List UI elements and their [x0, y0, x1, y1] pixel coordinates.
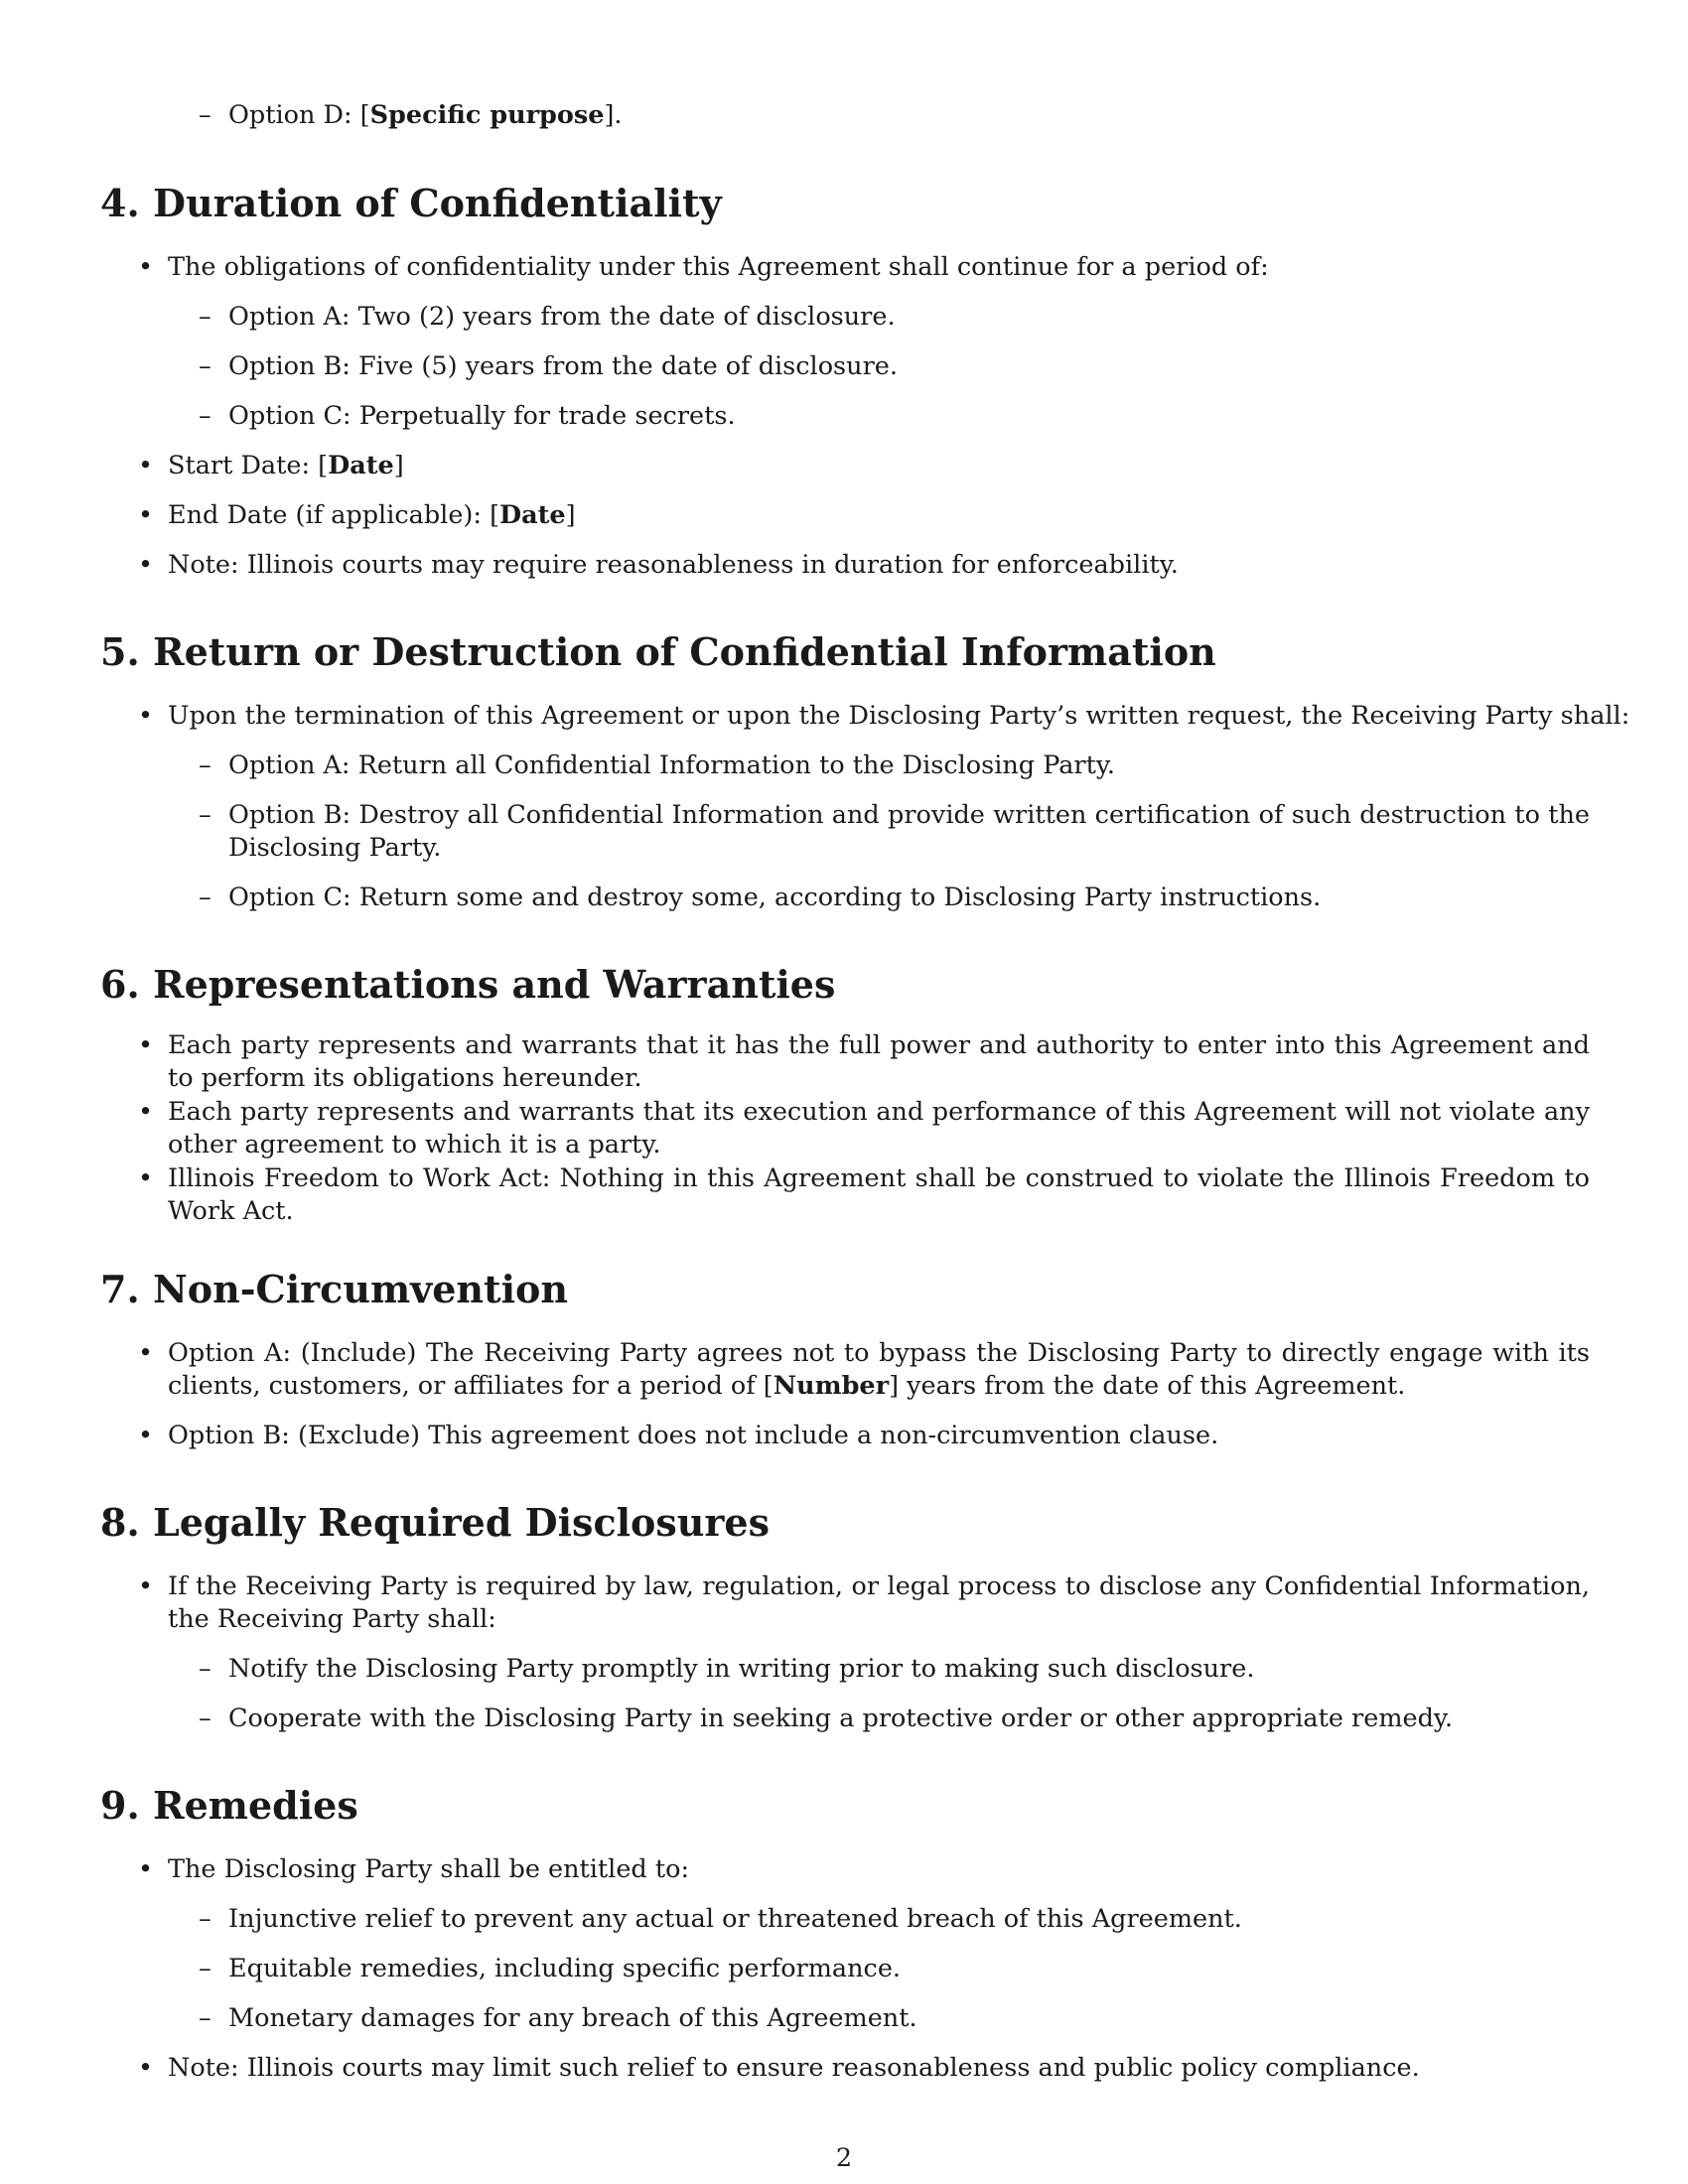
section-9-intro: • The Disclosing Party shall be entitled to: [168, 1853, 1590, 1886]
section-6-item-1: • Each party represents and warrants that it has the full power and authority to enter into this Agreement and to perform its obligations hereunder. [168, 1029, 1590, 1095]
section-9-sub-1: – Injunctive relief to prevent any actual or threatened breach of this Agreement. [228, 1903, 1590, 1936]
page-number: 2 [835, 2143, 853, 2173]
section-9-sub-2: – Equitable remedies, including specific performance. [228, 1953, 1590, 1985]
section-7-heading: 7. Non-Circumvention [100, 1267, 568, 1311]
section-7-option-b: • Option B: (Exclude) This agreement does not include a non-circumvention clause. [168, 1420, 1590, 1452]
section-9-note: • Note: Illinois courts may limit such relief to ensure reasonableness and public policy compliance. [168, 2052, 1590, 2085]
section-6-heading: 6. Representations and Warranties [100, 962, 836, 1007]
section-3-option-d: – Option D: [Specific purpose]. [228, 99, 1590, 132]
section-5-intro: • Upon the termination of this Agreement or upon the Disclosing Party’s written request, the Receiving Party shall: [168, 700, 1590, 733]
section-9-heading: 9. Remedies [100, 1783, 358, 1828]
section-4-intro: • The obligations of confidentiality under this Agreement shall continue for a period of: [168, 251, 1590, 284]
section-8-intro: • If the Receiving Party is required by law, regulation, or legal process to disclose any Confidential Information, the Receiving Party shall: [168, 1570, 1590, 1636]
section-4-heading: 4. Duration of Confidentiality [100, 181, 722, 225]
section-9-sub-3: – Monetary damages for any breach of this Agreement. [228, 2002, 1590, 2035]
section-4-end-date: • End Date (if applicable): [Date] [168, 499, 1590, 532]
section-6-item-2: • Each party represents and warrants that its execution and performance of this Agreement will not violate any other agreement to which it is a party. [168, 1096, 1590, 1161]
section-4-option-b: – Option B: Five (5) years from the date of disclosure. [228, 350, 1590, 383]
section-7-option-a: • Option A: (Include) The Receiving Party agrees not to bypass the Disclosing Party to directly engage with its clients, customers, or affiliates for a period of [Number] years from the date of this Agreement. [168, 1337, 1590, 1403]
section-8-sub-2: – Cooperate with the Disclosing Party in seeking a protective order or other appropriate remedy. [228, 1703, 1590, 1735]
section-4-option-a: – Option A: Two (2) years from the date of disclosure. [228, 301, 1590, 334]
section-4-note: • Note: Illinois courts may require reasonableness in duration for enforceability. [168, 549, 1590, 582]
section-5-heading: 5. Return or Destruction of Confidential Information [100, 629, 1216, 674]
section-6-item-3: • Illinois Freedom to Work Act: Nothing in this Agreement shall be construed to violate the Illinois Freedom to Work Act. [168, 1162, 1590, 1228]
section-8-sub-1: – Notify the Disclosing Party promptly in writing prior to making such disclosure. [228, 1653, 1590, 1686]
section-5-option-b: – Option B: Destroy all Confidential Information and provide written certification of such destruction to the Disclosing Party. [228, 799, 1590, 865]
section-5-option-c: – Option C: Return some and destroy some, according to Disclosing Party instructions. [228, 882, 1590, 914]
section-8-heading: 8. Legally Required Disclosures [100, 1500, 770, 1545]
section-4-option-c: – Option C: Perpetually for trade secrets. [228, 400, 1590, 433]
section-4-start-date: • Start Date: [Date] [168, 450, 1590, 482]
section-5-option-a: – Option A: Return all Confidential Information to the Disclosing Party. [228, 750, 1590, 782]
